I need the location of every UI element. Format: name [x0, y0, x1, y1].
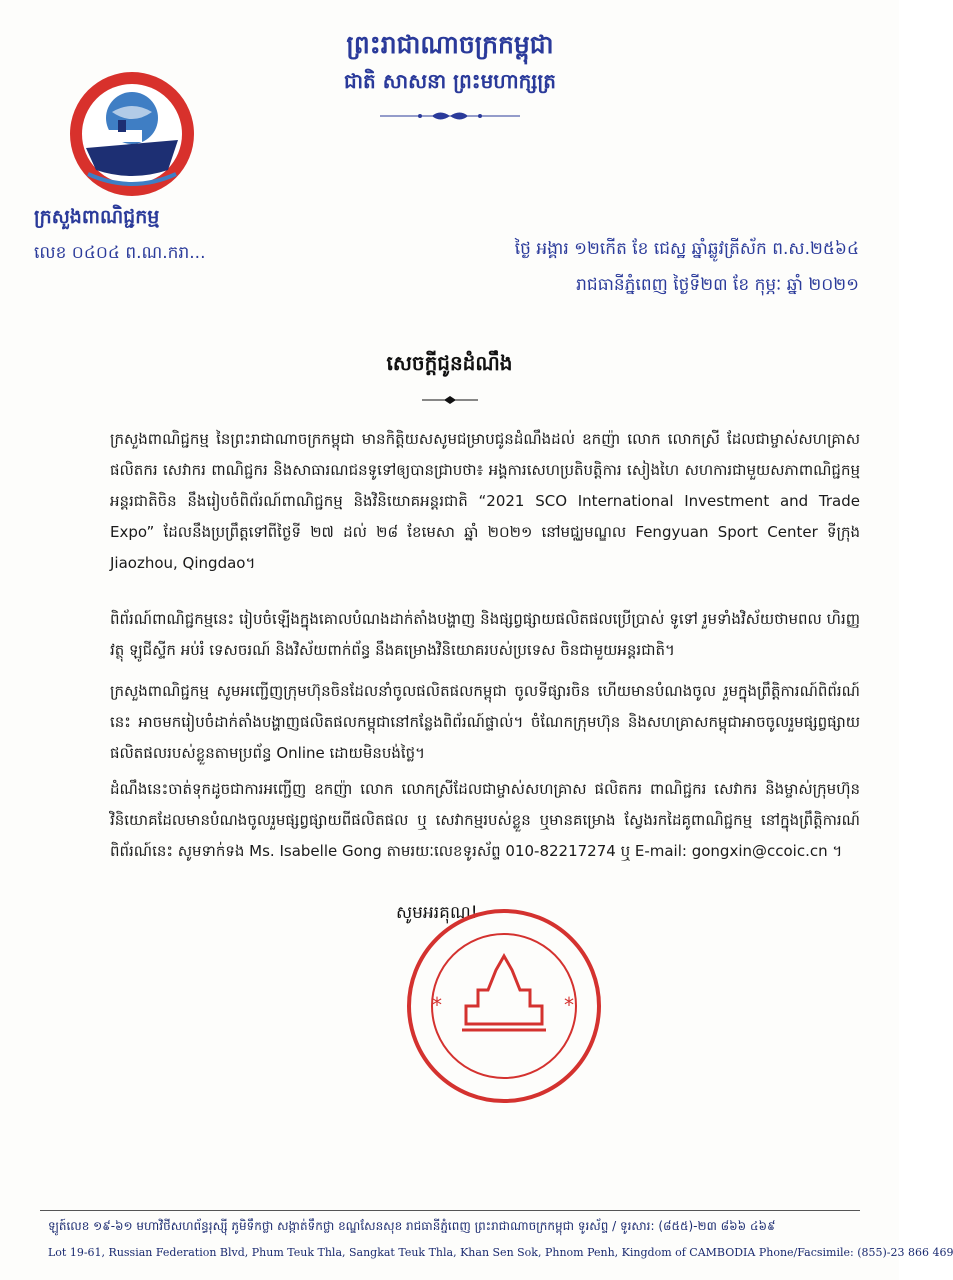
kingdom-header — [270, 28, 630, 96]
body-paragraph-3: ក្រសួងពាណិជ្ជកម្ម សូមអញ្ជើញក្រុមហ៊ុនចិនដែលនាំចូលផលិតផលកម្ពុជា ចូលទីផ្សារចិន ហើយមានបំណងចូល រួមក្នុងព្រឹត្តិការណ៍ពិព័រណ៍នេះ អាចមករៀបចំដាក់តាំងបង្ហាញផលិតផលកម្ពុជានៅកន្លែងពិព័រណ៍ផ្ទាល់។ ចំណែកក្រុមហ៊ុន និងសហគ្រាសកម្ពុជាអាចចូលរួមផ្សព្វផ្សាយផលិតផលរបស់ខ្លួនតាមប្រព័ន្ធ Online ដោយមិនបង់ថ្លៃ។ — [110, 682, 860, 762]
footer-divider — [40, 1210, 860, 1211]
national-motto: ជាតិ សាសនា ព្រះមហាក្សត្រ — [344, 69, 556, 93]
title-ornament-icon — [422, 395, 478, 405]
header-ornament-icon — [380, 109, 520, 123]
city-date: រាជធានីភ្នំពេញ ថ្ងៃទី២៣ ខែ កុម្ភៈ ឆ្នាំ ២០២១ — [576, 275, 859, 295]
ministry-logo — [68, 70, 196, 198]
svg-text:*: * — [564, 993, 574, 1017]
document-title: សេចក្តីជូនដំណឹង — [386, 351, 513, 375]
reference-number: លេខ ០៤០៤ ព.ណ.ករា... — [34, 243, 206, 263]
body-paragraph-4: ដំណឹងនេះចាត់ទុកដូចជាការអញ្ជើញ ឧកញ៉ា លោក លោកស្រីដែលជាម្ចាស់សហគ្រាស ផលិតករ ពាណិជ្ជករ សេវាករ និងម្ចាស់ក្រុមហ៊ុនវិនិយោគដែលមានបំណងចូលរួមផ្សព្វផ្សាយពីផលិតផល ឬ សេវាកម្មរបស់ខ្លួន ឬមានគម្រោង ស្វែងរកដៃគូពាណិជ្ជកម្ម នៅក្នុងព្រឹត្តិការណ៍ពិព័រណ៍នេះ សូមទាក់ទង Ms. Isabelle Gong តាមរយៈលេខទូរស័ព្ទ 010-82217274 ឬ E-mail: gongxin@ccoic.cn ។ — [110, 780, 860, 860]
body-paragraph-2: ពិព័រណ៍ពាណិជ្ជកម្មនេះ រៀបចំឡើងក្នុងគោលបំណងដាក់តាំងបង្ហាញ និងផ្សព្វផ្សាយផលិតផលប្រើប្រាស់ ទូទៅ រួមទាំងវិស័យថាមពល ហិរញ្ញវត្ថុ ឡូជីស្ទីក អប់រំ ទេសចរណ៍ និងវិស័យពាក់ព័ន្ធ នឹងគម្រោងវិនិយោគរបស់ប្រទេស ចិនជាមួយអន្តរជាតិ។ — [110, 610, 860, 659]
svg-text:*: * — [432, 993, 442, 1017]
kingdom-name: ព្រះរាជាណាចក្រកម្ពុជា — [346, 30, 554, 59]
lunar-date: ថ្ងៃ អង្គារ ១២កើត ខែ ជេស្ឋ ឆ្នាំឆ្លូវត្រីស័ក ព.ស.២៥៦៤ — [514, 239, 859, 259]
closing-text: សូមអរគុណ! — [396, 903, 478, 923]
ministry-seal-stamp — [404, 906, 604, 1106]
ministry-name: ក្រសួងពាណិជ្ជកម្ម — [34, 206, 160, 228]
footer-address-khmer: ឡូត៍លេខ ១៩-៦១ មហាវិថីសហព័ន្ធរុស្ស៊ី ភូមិទឹកថ្លា សង្កាត់ទឹកថ្លា ខណ្ឌសែនសុខ រាជធានីភ្នំពេញ ព្រះរាជាណាចក្រកម្ពុជា ទូរស័ព្ទ / ទូរសារ: (៨៥៥)-២៣ ៨៦៦ ៤៦៩ — [48, 1219, 776, 1233]
body-paragraph-1: ក្រសួងពាណិជ្ជកម្ម នៃព្រះរាជាណាចក្រកម្ពុជា មានកិត្តិយសសូមជម្រាបជូនដំណឹងដល់ ឧកញ៉ា លោក លោកស្រី ដែលជាម្ចាស់សហគ្រាស ផលិតករ សេវាករ ពាណិជ្ជករ និងសាធារណជនទូទៅឲ្យបានជ្រាបថា៖ អង្គការសេហប្រតិបត្តិការ សៀងហៃ សហការជាមួយសភាពាណិជ្ជកម្មអន្តរជាតិចិន នឹងរៀបចំពិព័រណ៍ពាណិជ្ជកម្ម និងវិនិយោគអន្តរជាតិ “2021 SCO International Investment and Trade Expo” ដែលនឹងប្រព្រឹត្តទៅពីថ្ងៃទី ២៧ ដល់ ២៨ ខែមេសា ឆ្នាំ ២០២១ នៅមជ្ឈមណ្ឌល Fengyuan Sport Center ទីក្រុង Jiaozhou, Qingdao។ — [110, 430, 860, 572]
footer-address-english: Lot 19-61, Russian Federation Blvd, Phum Teuk Thla, Sangkat Teuk Thla, Khan Sen Sok, Phnom Penh, Kingdom of CAMBODIA Phone/Facsimile: (855)-23 866 469 — [48, 1246, 953, 1259]
